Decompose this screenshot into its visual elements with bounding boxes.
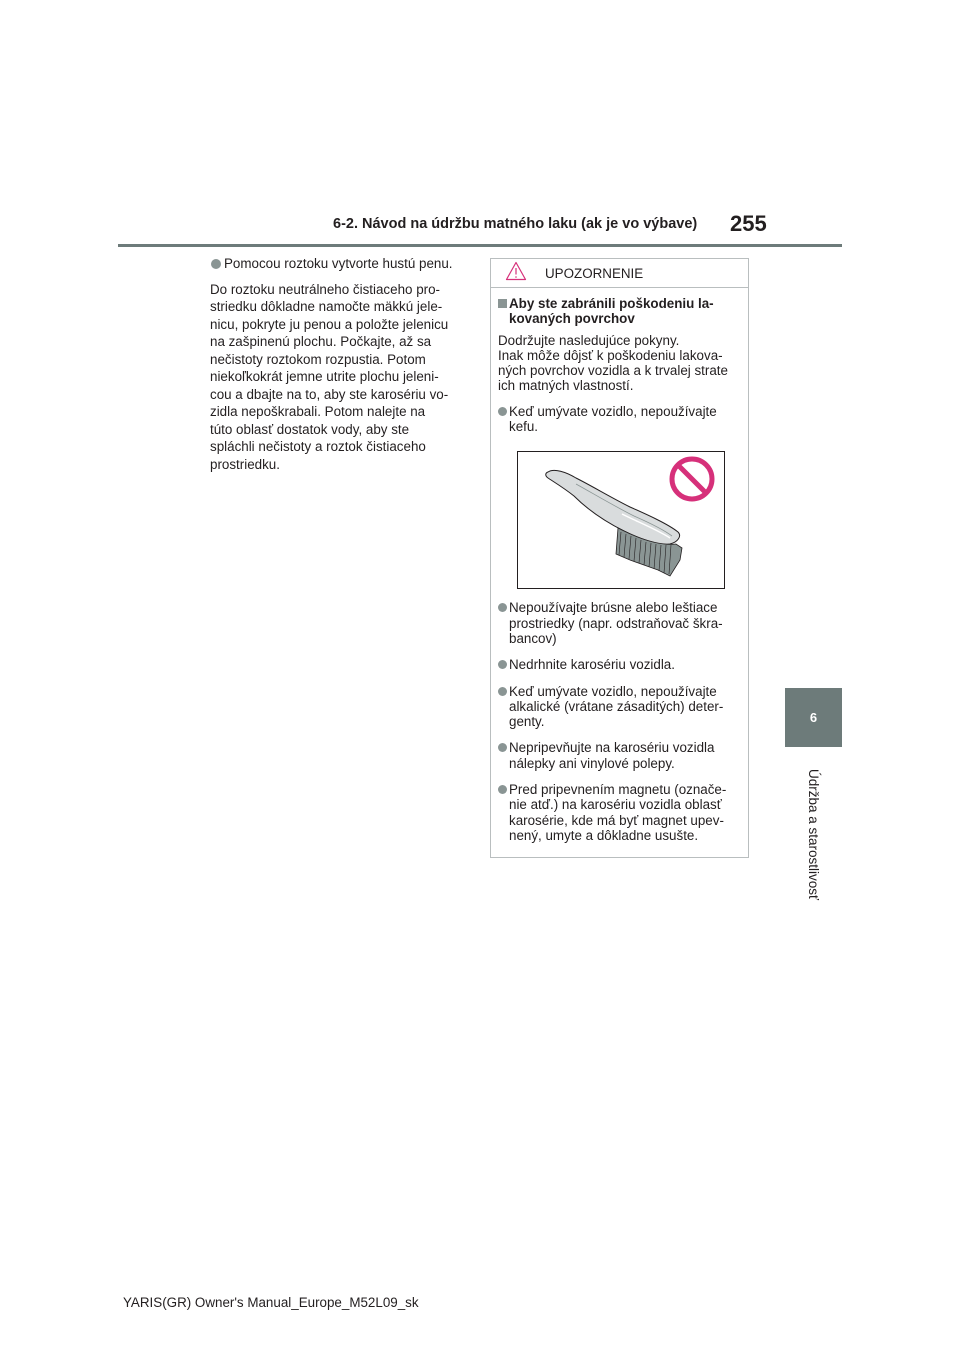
page-number: 255 bbox=[730, 211, 767, 236]
bullet-text: Keď umývate vozidlo, nepoužívajte kefu. bbox=[509, 403, 717, 435]
list-item bbox=[498, 782, 742, 843]
bullet-text: Nedrhnite karosériu vozidla. bbox=[509, 657, 675, 673]
list-item bbox=[210, 255, 472, 273]
warning-box bbox=[490, 258, 749, 858]
bullet-text: Nepripevňujte na karosériu vozidla nálepky ani vinylové polepy. bbox=[509, 740, 715, 771]
bullet-icon bbox=[498, 687, 507, 696]
list-item bbox=[498, 404, 742, 435]
list-item bbox=[498, 740, 742, 771]
header-divider bbox=[118, 244, 842, 247]
instruction-paragraph: Do roztoku neutrálneho čistiaceho pro- striedku dôkladne namočte mäkkú jele- nicu, pokryte ju penou a položte jelenicu na zašpinenú plochu. Počkajte, až sa nečistoty roztokom rozpustia. Potom niekoľkokrát jemne utrite plochu jeleni- cou a dbajte na to, aby ste karosériu vo- zidla nepoškrabali. Potom nalejte na túto oblasť dostatok vody, aby ste spláchli nečistoty a roztok čistiaceho prostriedku. bbox=[210, 281, 449, 472]
bullet-icon bbox=[498, 603, 507, 612]
chapter-side-label bbox=[785, 757, 842, 912]
bullet-icon bbox=[498, 407, 507, 416]
square-bullet-icon bbox=[498, 299, 507, 308]
bullet-text: Pred pripevnením magnetu (označe- nie atď.) na karosériu vozidla oblasť karosérie, kde má byť magnet upev- nený, umyte a dôkladne usušte. bbox=[509, 782, 727, 843]
warning-triangle-icon bbox=[505, 261, 527, 286]
bullet-text: Nepoužívajte brúsne alebo leštiace prostriedky (napr. odstraňovač škra- bancov) bbox=[509, 600, 723, 646]
bullet-icon bbox=[498, 785, 507, 794]
section-title: 6-2. Návod na údržbu matného laku (ak je vo výbave) bbox=[333, 216, 698, 232]
footer-text: YARIS(GR) Owner's Manual_Europe_M52L09_sk bbox=[123, 1295, 419, 1310]
list-item bbox=[498, 684, 742, 730]
chapter-number: 6 bbox=[809, 710, 818, 725]
section-heading-text: Aby ste zabránili poškodeniu la- kovaných povrchov bbox=[509, 296, 714, 327]
bullet-icon bbox=[211, 259, 221, 269]
brush-illustration bbox=[517, 451, 725, 589]
warning-section-heading bbox=[498, 296, 742, 327]
bullet-text: Keď umývate vozidlo, nepoužívajte alkalické (vrátane zásaditých) deter- genty. bbox=[509, 683, 724, 730]
chapter-title: Údržba a starostlivosť bbox=[806, 768, 821, 901]
list-item bbox=[498, 657, 742, 672]
bullet-icon bbox=[498, 743, 507, 752]
warning-body bbox=[491, 288, 748, 843]
warning-intro: Dodržujte nasledujúce pokyny. Inak môže dôjsť k poškodeniu lakova- ných povrchov vozidla a k trvalej strate ich matných vlastností. bbox=[498, 332, 728, 394]
bullet-text: Pomocou roztoku vytvorte hustú penu. bbox=[224, 256, 453, 271]
warning-header bbox=[491, 259, 748, 288]
brush-prohibited-icon bbox=[518, 452, 724, 588]
main-text-column bbox=[210, 255, 472, 473]
list-item bbox=[498, 600, 742, 646]
chapter-tab bbox=[785, 688, 842, 747]
bullet-icon bbox=[498, 660, 507, 669]
warning-title: UPOZORNENIE bbox=[545, 265, 644, 281]
